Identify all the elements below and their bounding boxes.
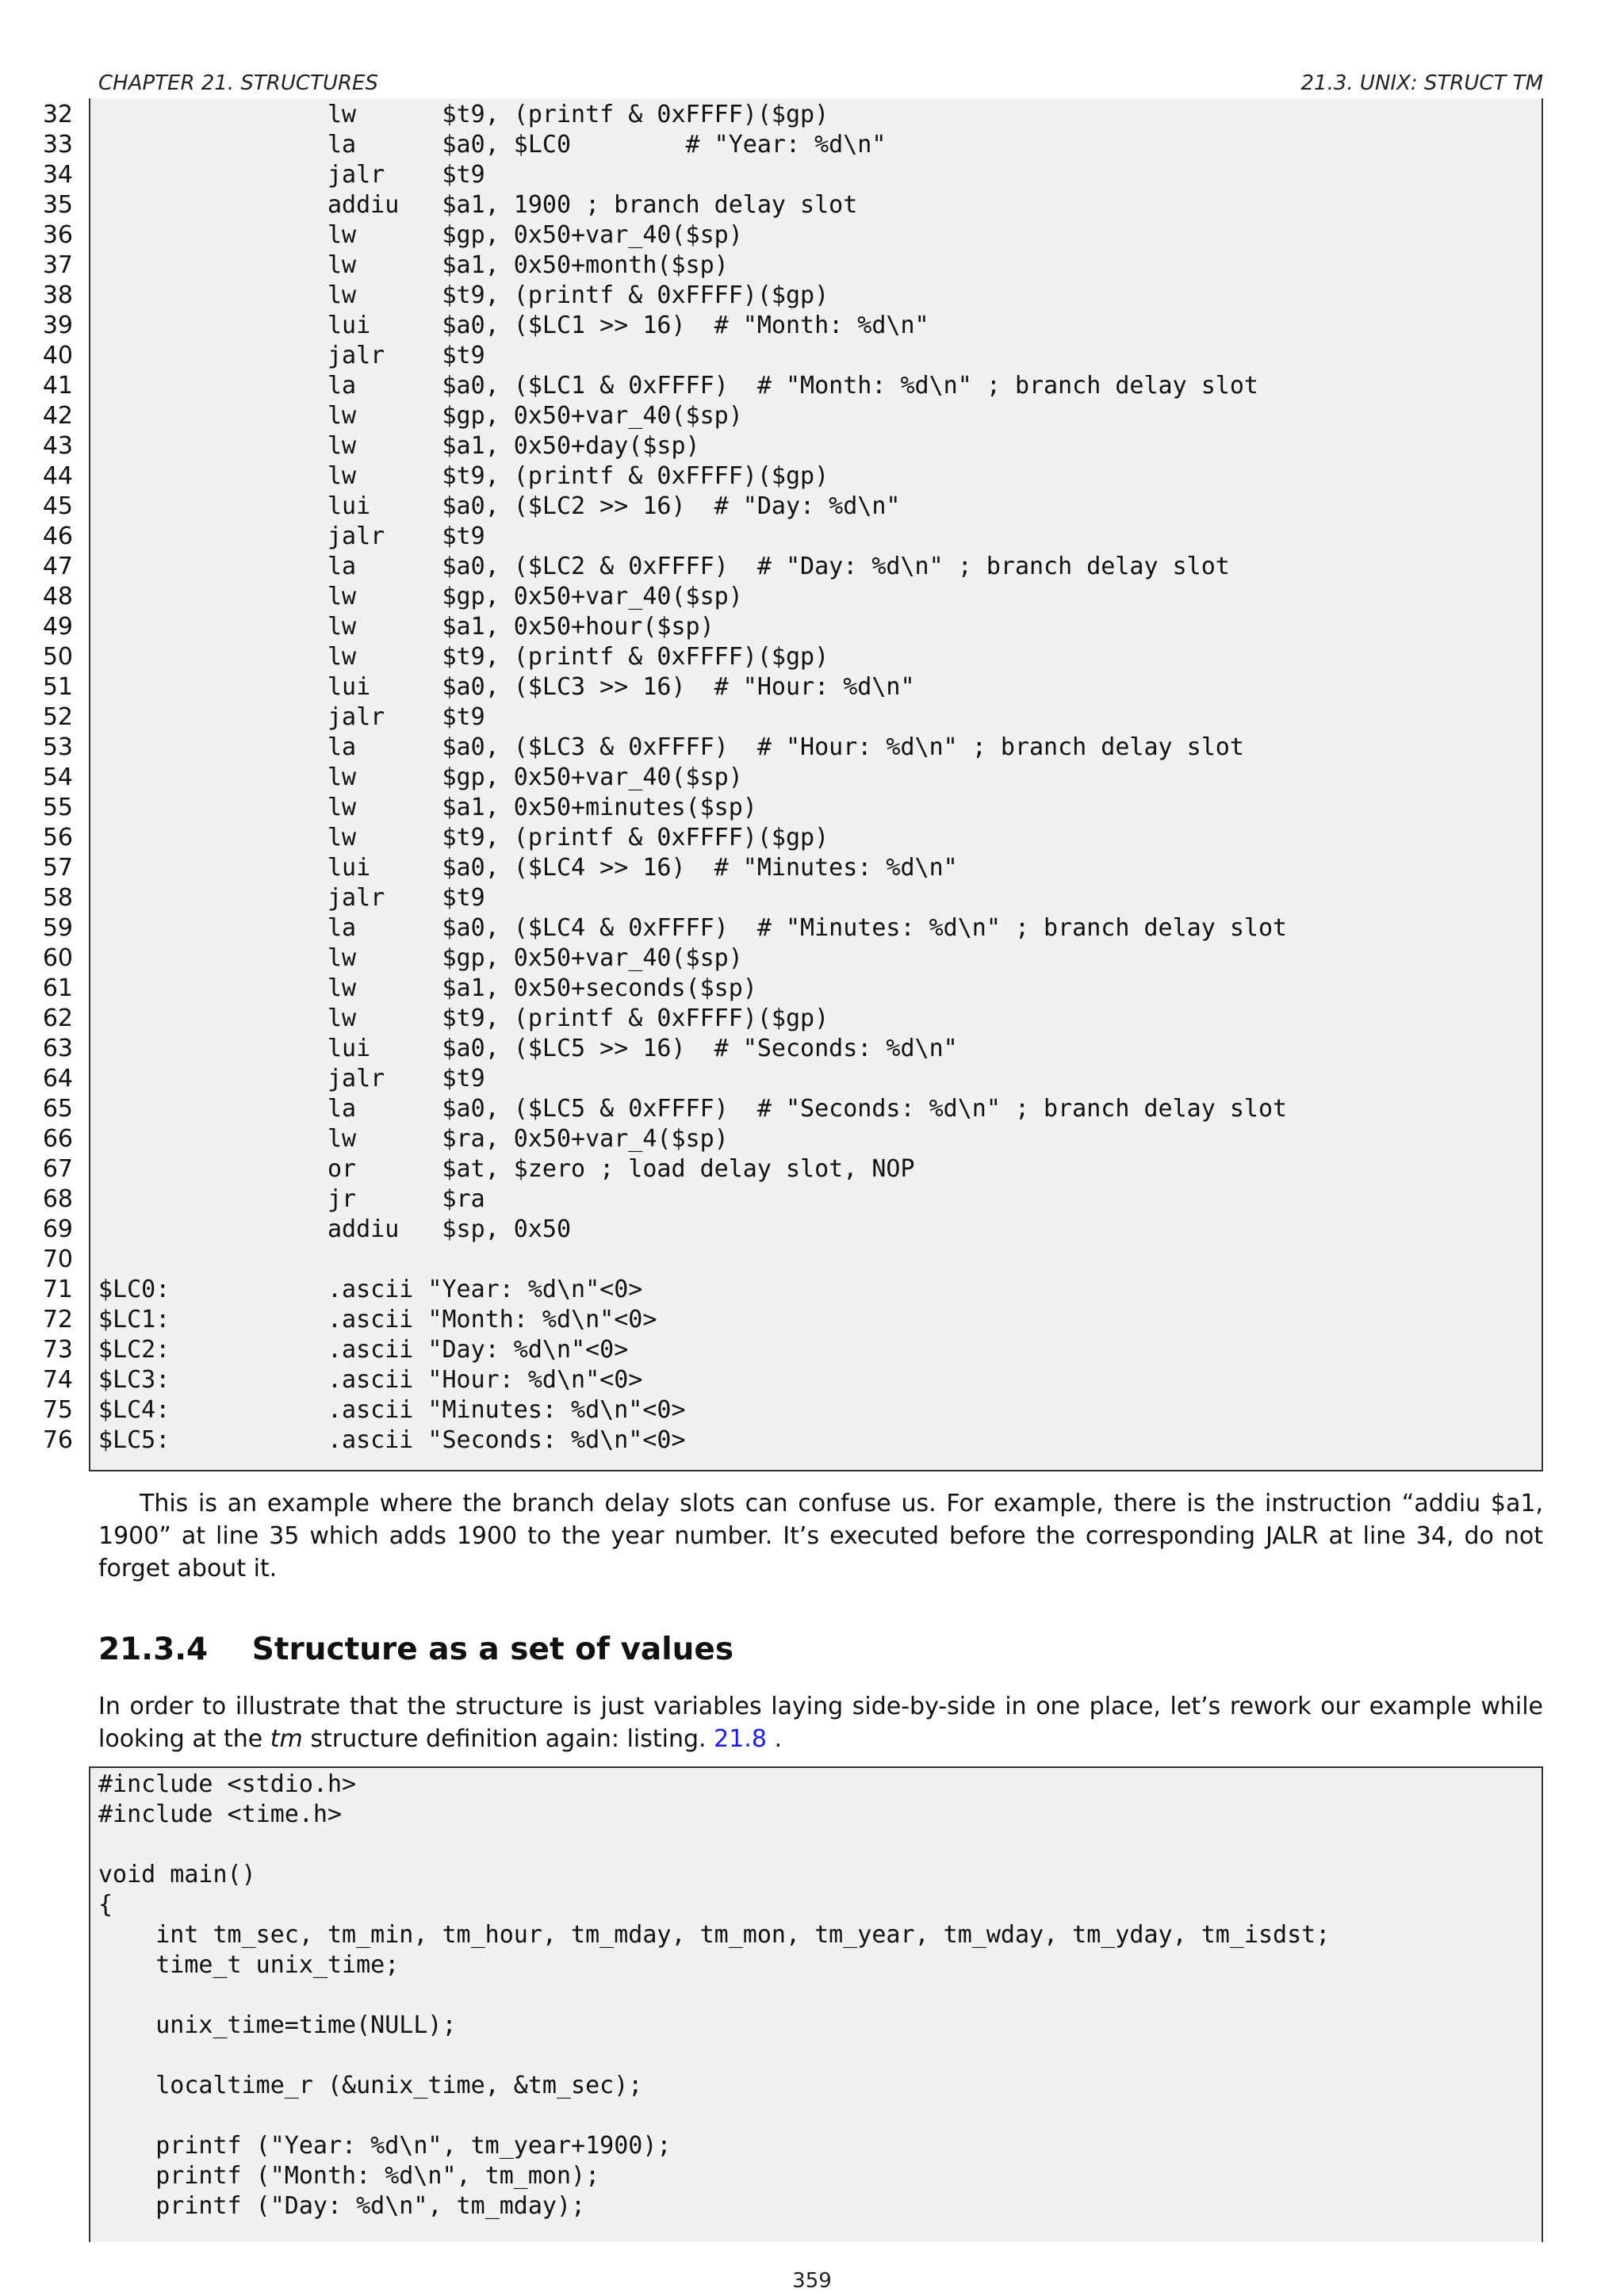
body-paragraph-branch-delay: This is an example where the branch delay slots can confuse us. For example, there is the instruction “addiu $a1, 1900” at line 35 which adds 1900 to the year number. It’s executed before the corresponding JALR at line 34, do not forget about it. [98,1490,1543,1582]
header-chapter-title: CHAPTER 21. STRUCTURES [98,71,378,95]
line-number: 64 [42,1065,73,1093]
code-line: lw $a1, 0x50+day($sp) [98,432,700,460]
line-number: 72 [42,1306,73,1334]
section-title: Structure as a set of values [251,1632,734,1667]
code-line: $LC5: .ascii "Seconds: %d\n"<0> [98,1426,686,1454]
code-line: printf ("Year: %d\n", tm_year+1900); [98,2132,672,2160]
code-line: void main() [98,1861,256,1888]
code-line: lui $a0, ($LC3 >> 16) # "Hour: %d\n" [98,673,915,701]
line-number: 35 [42,191,73,219]
code-line: or $at, $zero ; load delay slot, NOP [98,1155,915,1183]
code-line [98,1830,1330,1860]
line-number: 57 [42,854,73,882]
code-line: lw $t9, (printf & 0xFFFF)($gp) [98,281,829,309]
code-line: lw $gp, 0x50+var_40($sp) [98,221,743,249]
line-number: 74 [42,1366,73,1394]
line-number: 58 [42,884,73,912]
code-line: #include <time.h> [98,1800,343,1828]
code-line: lw $gp, 0x50+var_40($sp) [98,583,743,610]
assembly-code-lines [98,100,1287,1456]
code-line: $LC4: .ascii "Minutes: %d\n"<0> [98,1396,686,1424]
line-number: 60 [42,944,73,972]
code-line: lw $a1, 0x50+seconds($sp) [98,974,757,1002]
line-number: 51 [42,673,73,701]
paragraph-text: In order to illustrate that the structure is just variables laying side-by-side in one place, let’s rework our example while looking at the [98,1693,1543,1753]
line-number: 75 [42,1396,73,1424]
code-line: lw $t9, (printf & 0xFFFF)($gp) [98,643,829,671]
listing-line-numbers [0,100,73,1456]
code-line: jalr $t9 [98,1065,485,1093]
listing-reference-link[interactable]: 21.8 [714,1725,767,1753]
code-line: lw $a1, 0x50+minutes($sp) [98,794,757,821]
line-number: 67 [42,1155,73,1183]
c-code-lines [98,1770,1330,2221]
line-number: 62 [42,1004,73,1032]
line-number: 76 [42,1426,73,1454]
line-number: 66 [42,1125,73,1153]
code-line: la $a0, ($LC3 & 0xFFFF) # "Hour: %d\n" ; branch delay slot [98,733,1244,761]
code-line: lw $t9, (printf & 0xFFFF)($gp) [98,462,829,490]
code-line: lw $t9, (printf & 0xFFFF)($gp) [98,824,829,851]
line-number: 61 [42,974,73,1002]
code-line: addiu $sp, 0x50 [98,1215,572,1243]
code-line [98,1980,1330,2011]
code-line: unix_time=time(NULL); [98,2011,457,2039]
code-line: lui $a0, ($LC4 >> 16) # "Minutes: %d\n" [98,854,958,882]
code-line: lui $a0, ($LC2 >> 16) # "Day: %d\n" [98,492,901,520]
line-number: 59 [42,914,73,942]
line-number: 70 [42,1246,73,1273]
line-number: 49 [42,613,73,641]
code-line: jalr $t9 [98,703,485,731]
code-line: jalr $t9 [98,884,485,912]
code-line: la $a0, ($LC4 & 0xFFFF) # "Minutes: %d\n" ; branch delay slot [98,914,1288,942]
paragraph-text: structure definition again: listing. [310,1725,707,1753]
code-line [98,1245,1287,1275]
code-line: lui $a0, ($LC1 >> 16) # "Month: %d\n" [98,312,929,339]
code-line: lui $a0, ($LC5 >> 16) # "Seconds: %d\n" [98,1035,958,1062]
line-number: 73 [42,1336,73,1364]
line-number: 39 [42,312,73,339]
line-number: 53 [42,733,73,761]
emphasis-tm: tm [270,1725,303,1753]
line-number: 47 [42,553,73,580]
code-line: la $a0, ($LC5 & 0xFFFF) # "Seconds: %d\n" ; branch delay slot [98,1095,1288,1123]
code-line: jalr $t9 [98,161,485,189]
line-number: 46 [42,522,73,550]
code-line: lw $t9, (printf & 0xFFFF)($gp) [98,1004,829,1032]
code-line: la $a0, $LC0 # "Year: %d\n" [98,131,887,159]
line-number: 40 [42,342,73,369]
code-line: localtime_r (&unix_time, &tm_sec); [98,2072,643,2099]
line-number: 44 [42,462,73,490]
line-number: 63 [42,1035,73,1062]
code-line: printf ("Month: %d\n", tm_mon); [98,2162,600,2190]
line-number: 69 [42,1215,73,1243]
line-number: 65 [42,1095,73,1123]
code-line: lw $ra, 0x50+var_4($sp) [98,1125,729,1153]
code-line: addiu $a1, 1900 ; branch delay slot [98,191,858,219]
code-line: lw $t9, (printf & 0xFFFF)($gp) [98,101,829,128]
code-line: lw $a1, 0x50+month($sp) [98,251,729,279]
section-number: 21.3.4 [98,1632,209,1667]
section-heading [98,1632,733,1667]
code-line: lw $gp, 0x50+var_40($sp) [98,944,743,972]
paragraph-text: . [774,1725,782,1753]
code-line [98,2101,1330,2131]
code-line: #include <stdio.h> [98,1770,357,1798]
line-number: 34 [42,161,73,189]
line-number: 50 [42,643,73,671]
line-number: 45 [42,492,73,520]
line-number: 36 [42,221,73,249]
code-line: lw $gp, 0x50+var_40($sp) [98,402,743,430]
running-header [98,71,1543,100]
code-line: lw $gp, 0x50+var_40($sp) [98,763,743,791]
line-number: 48 [42,583,73,610]
code-line: jr $ra [98,1185,485,1213]
code-line: { [98,1891,113,1919]
line-number: 37 [42,251,73,279]
line-number: 52 [42,703,73,731]
code-line: la $a0, ($LC1 & 0xFFFF) # "Month: %d\n" ; branch delay slot [98,372,1258,400]
line-number: 55 [42,794,73,821]
code-line: jalr $t9 [98,342,485,369]
code-line: $LC0: .ascii "Year: %d\n"<0> [98,1276,643,1303]
line-number: 71 [42,1276,73,1303]
code-line: la $a0, ($LC2 & 0xFFFF) # "Day: %d\n" ; branch delay slot [98,553,1230,580]
page-number: 359 [792,2269,832,2293]
code-line: lw $a1, 0x50+hour($sp) [98,613,714,641]
line-number: 33 [42,131,73,159]
line-number: 32 [42,101,73,128]
code-line: int tm_sec, tm_min, tm_hour, tm_mday, tm_mon, tm_year, tm_wday, tm_yday, tm_isdst; [98,1921,1331,1949]
code-line: $LC3: .ascii "Hour: %d\n"<0> [98,1366,643,1394]
line-number: 68 [42,1185,73,1213]
line-number: 38 [42,281,73,309]
code-line: jalr $t9 [98,522,485,550]
code-line: $LC2: .ascii "Day: %d\n"<0> [98,1336,629,1364]
code-line: $LC1: .ascii "Month: %d\n"<0> [98,1306,657,1334]
code-line [98,2041,1330,2071]
body-paragraph-structure-values [98,1690,1543,1755]
line-number: 54 [42,763,73,791]
line-number: 42 [42,402,73,430]
code-line: time_t unix_time; [98,1951,400,1979]
line-number: 56 [42,824,73,851]
code-line: printf ("Day: %d\n", tm_mday); [98,2192,586,2220]
line-number: 41 [42,372,73,400]
header-section-title: 21.3. UNIX: STRUCT TM [1300,71,1543,95]
line-number: 43 [42,432,73,460]
